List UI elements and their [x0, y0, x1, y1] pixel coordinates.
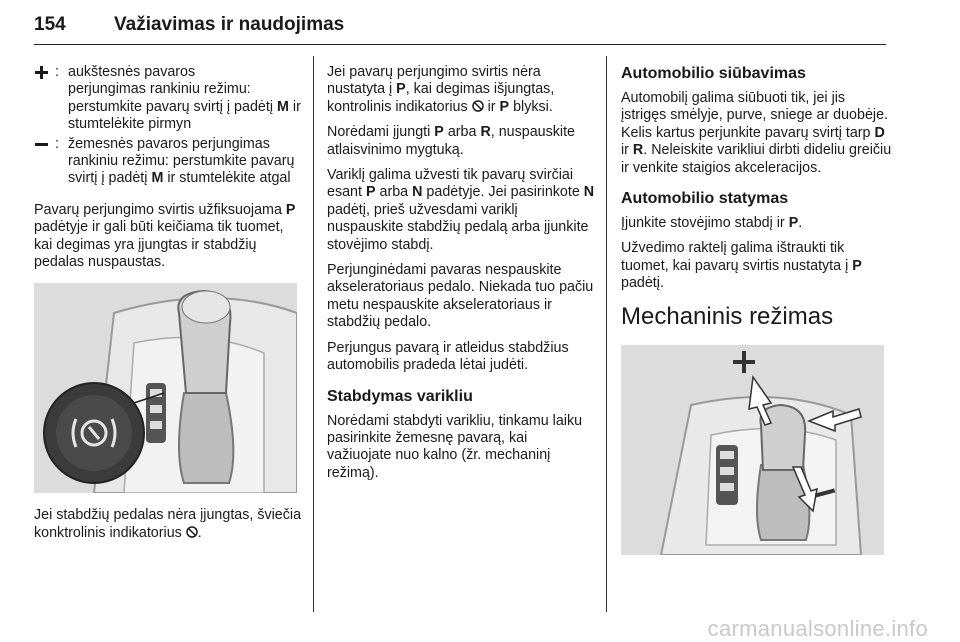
page-number: 154: [34, 14, 66, 35]
heading-parking: Automobilio statymas: [621, 190, 789, 208]
paragraph-rocking: Automobilį galima siūbuoti tik, jei jis įstrigęs smėlyje, purve, sniege ar duobėje. Kelis kartus perjunkite pavarų svirtį tarp D ir R. Neleiskite varikliui dirbti dideliu greičiu ir venkite staigios akceleracijos.: [621, 90, 892, 176]
column-divider: [313, 56, 314, 612]
list-item-downshift: : žemesnės pavaros perjungimas rankiniu režimu: perstumkite pavarų svirtį į padėtį M ir stumtelėkite atgal: [34, 136, 302, 188]
manual-mode-image: [621, 345, 884, 555]
gear-shifter-image: [34, 283, 297, 493]
heading-engine-brake: Stabdymas varikliu: [327, 387, 473, 405]
plus-icon: [34, 65, 49, 80]
column-1: [34, 64, 302, 550]
downshift-text: žemesnės pavaros perjungimas rankiniu režimu: perstumkite pavarų svirtį į padėtį: [68, 135, 295, 187]
paragraph-no-accelerator: Perjunginėdami pavaras nespauskite akseleratoriaus pedalo. Niekada tuo pačiu metu nespauskite akseleratoriaus ir stabdžių pedalo.: [327, 262, 594, 331]
heading-rocking: Automobilio siūbavimas: [621, 65, 806, 82]
paragraph-engine-brake: Norėdami stabdyti varikliu, tinkamu laiku pasirinkite žemesnę pavarą, kai važiuojate nuo kalno (žr. mechaninį režimą).: [327, 412, 583, 481]
paragraph-lock: Pavarų perjungimo svirtis užfiksuojama P padėtyje ir gali būti keičiama tik tuomet, kai degimas yra įjungtas ir stabdžių pedalas nuspaustas.: [34, 201, 296, 271]
paragraph-creep: Perjungus pavarą ir atleidus stabdžius automobilis pradeda lėtai judėti.: [327, 339, 569, 374]
paragraph-engage: Norėdami įjungti P arba R, nuspauskite atlaisvinimo mygtuką.: [327, 124, 576, 158]
paragraph-indicator-blink: Jei pavarų perjungimo svirtis nėra nustatyta į P, kai degimas išjungtas, kontrolinis indikatorius ir P blyksi.: [327, 64, 555, 115]
paragraph-key-removal: Užvedimo raktelį galima ištraukti tik tuomet, kai pavarų svirtis nustatyta į P padėtį.: [621, 240, 862, 292]
image-caption: Jei stabdžių pedalas nėra įjungtas, šviečia konktrolinis indikatorius .: [34, 507, 302, 541]
brake-indicator-icon: [186, 526, 198, 538]
column-divider: [606, 56, 607, 612]
page-title: Važiavimas ir naudojimas: [114, 14, 345, 35]
page-header: [34, 6, 886, 45]
list-item-upshift: : aukštesnės pavaros perjungimas rankiniu režimu: perstumkite pavarų svirtį į padėtį M ir stumtelėkite pirmyn: [34, 64, 302, 134]
paragraph-parking: Įjunkite stovėjimo stabdį ir P.: [621, 215, 803, 232]
paragraph-start-engine: Variklį galima užvesti tik pavarų svirčiai esant P arba N padėtyje. Jei pasirinkote N padėtį, prieš užvesdami variklį nuspauskite stabdžių pedalą arba įjunkite stovėjimo stabdį.: [327, 167, 595, 253]
minus-icon: [34, 137, 49, 152]
heading-manual-mode: Mechaninis režimas: [621, 302, 834, 330]
column-3: [621, 62, 893, 555]
upshift-text: aukštesnės pavaros: [68, 64, 196, 80]
column-2: [327, 64, 595, 490]
brake-indicator-icon: [472, 100, 484, 112]
watermark: carmanualsonline.info: [707, 616, 928, 641]
